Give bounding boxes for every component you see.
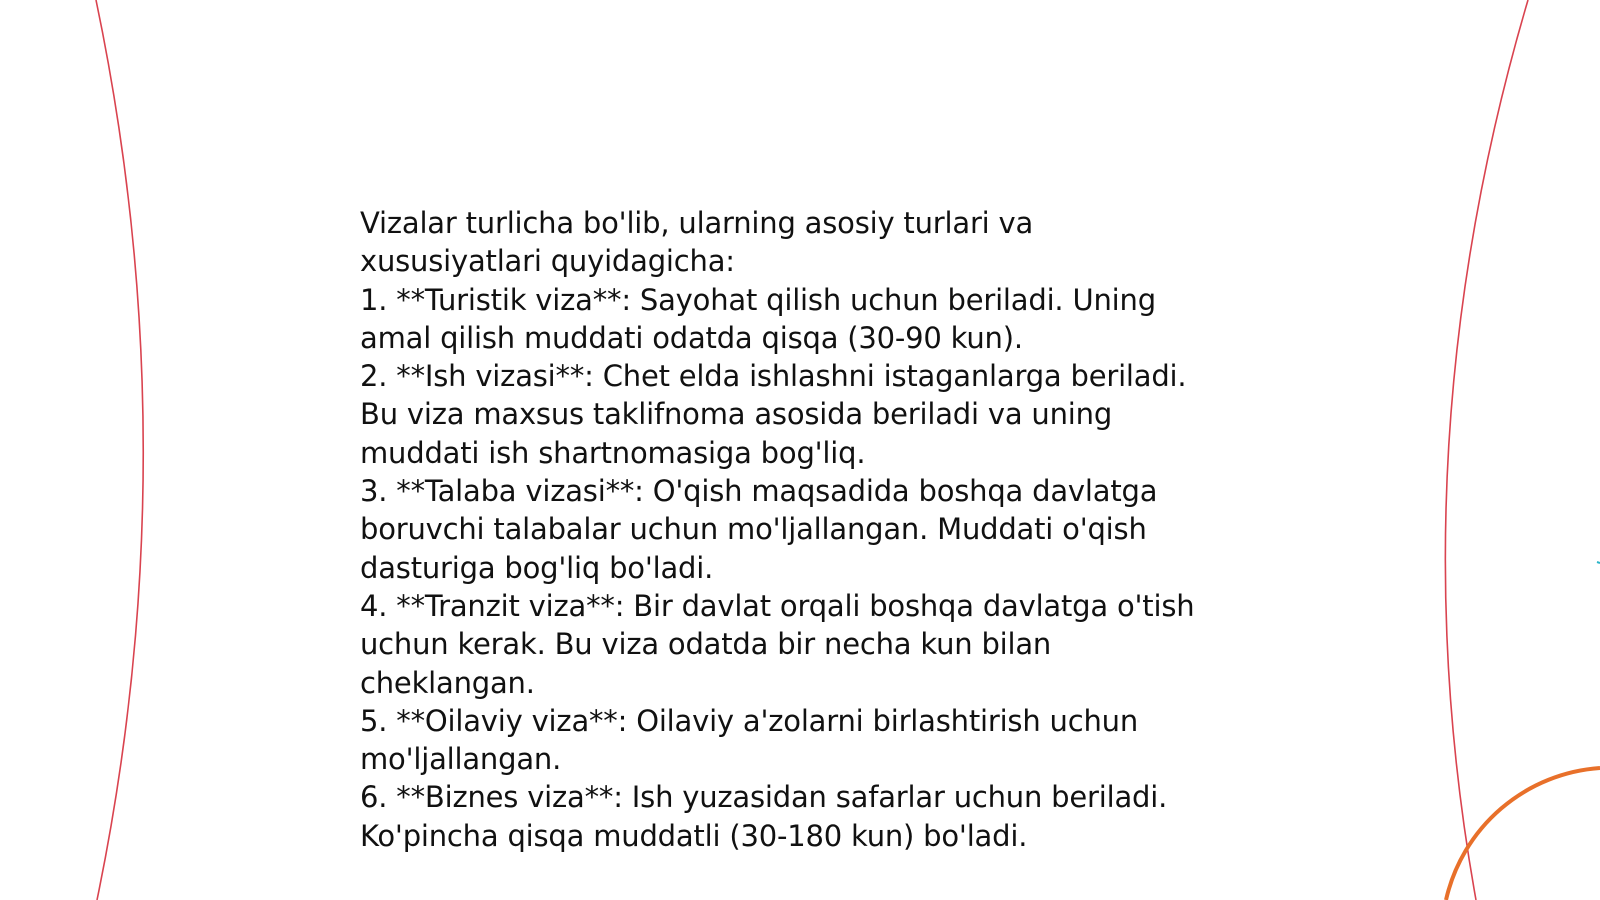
text-line: 3. **Talaba vizasi**: O'qish maqsadida boshqa davlatga <box>360 474 1158 509</box>
text-line: muddati ish shartnomasiga bog'liq. <box>360 435 866 470</box>
text-line: cheklangan. <box>360 665 535 700</box>
text-line: mo'ljallangan. <box>360 742 562 777</box>
text-line: 2. **Ish vizasi**: Chet elda ishlashni istaganlarga beriladi. <box>360 359 1187 394</box>
text-line: boruvchi talabalar uchun mo'ljallangan. Muddati o'qish <box>360 512 1147 547</box>
text-line: Vizalar turlicha bo'lib, ularning asosiy turlari va <box>360 206 1034 240</box>
text-line: 1. **Turistik viza**: Sayohat qilish uchun beriladi. Uning <box>360 282 1156 317</box>
text-line: 4. **Tranzit viza**: Bir davlat orqali boshqa davlatga o'tish <box>360 588 1195 623</box>
text-line: Bu viza maxsus taklifnoma asosida beriladi va uning <box>360 397 1113 432</box>
text-line: 6. **Biznes viza**: Ish yuzasidan safarlar uchun beriladi. <box>360 780 1168 815</box>
orange-arc <box>1446 768 1600 900</box>
text-line: Ko'pincha qisqa muddatli (30-180 kun) bo'ladi. <box>360 818 1028 853</box>
visa-types-text <box>360 204 1250 855</box>
text-line: uchun kerak. Bu viza odatda bir necha kun bilan <box>360 627 1052 662</box>
text-line: dasturiga bog'liq bo'ladi. <box>360 550 714 585</box>
left-curve-line <box>96 0 143 900</box>
text-line: amal qilish muddati odatda qisqa (30-90 kun). <box>360 320 1023 355</box>
text-line: xususiyatlari quyidagicha: <box>360 244 735 279</box>
right-curve-line <box>1445 0 1528 900</box>
text-line: 5. **Oilaviy viza**: Oilaviy a'zolarni birlashtirish uchun <box>360 703 1138 738</box>
